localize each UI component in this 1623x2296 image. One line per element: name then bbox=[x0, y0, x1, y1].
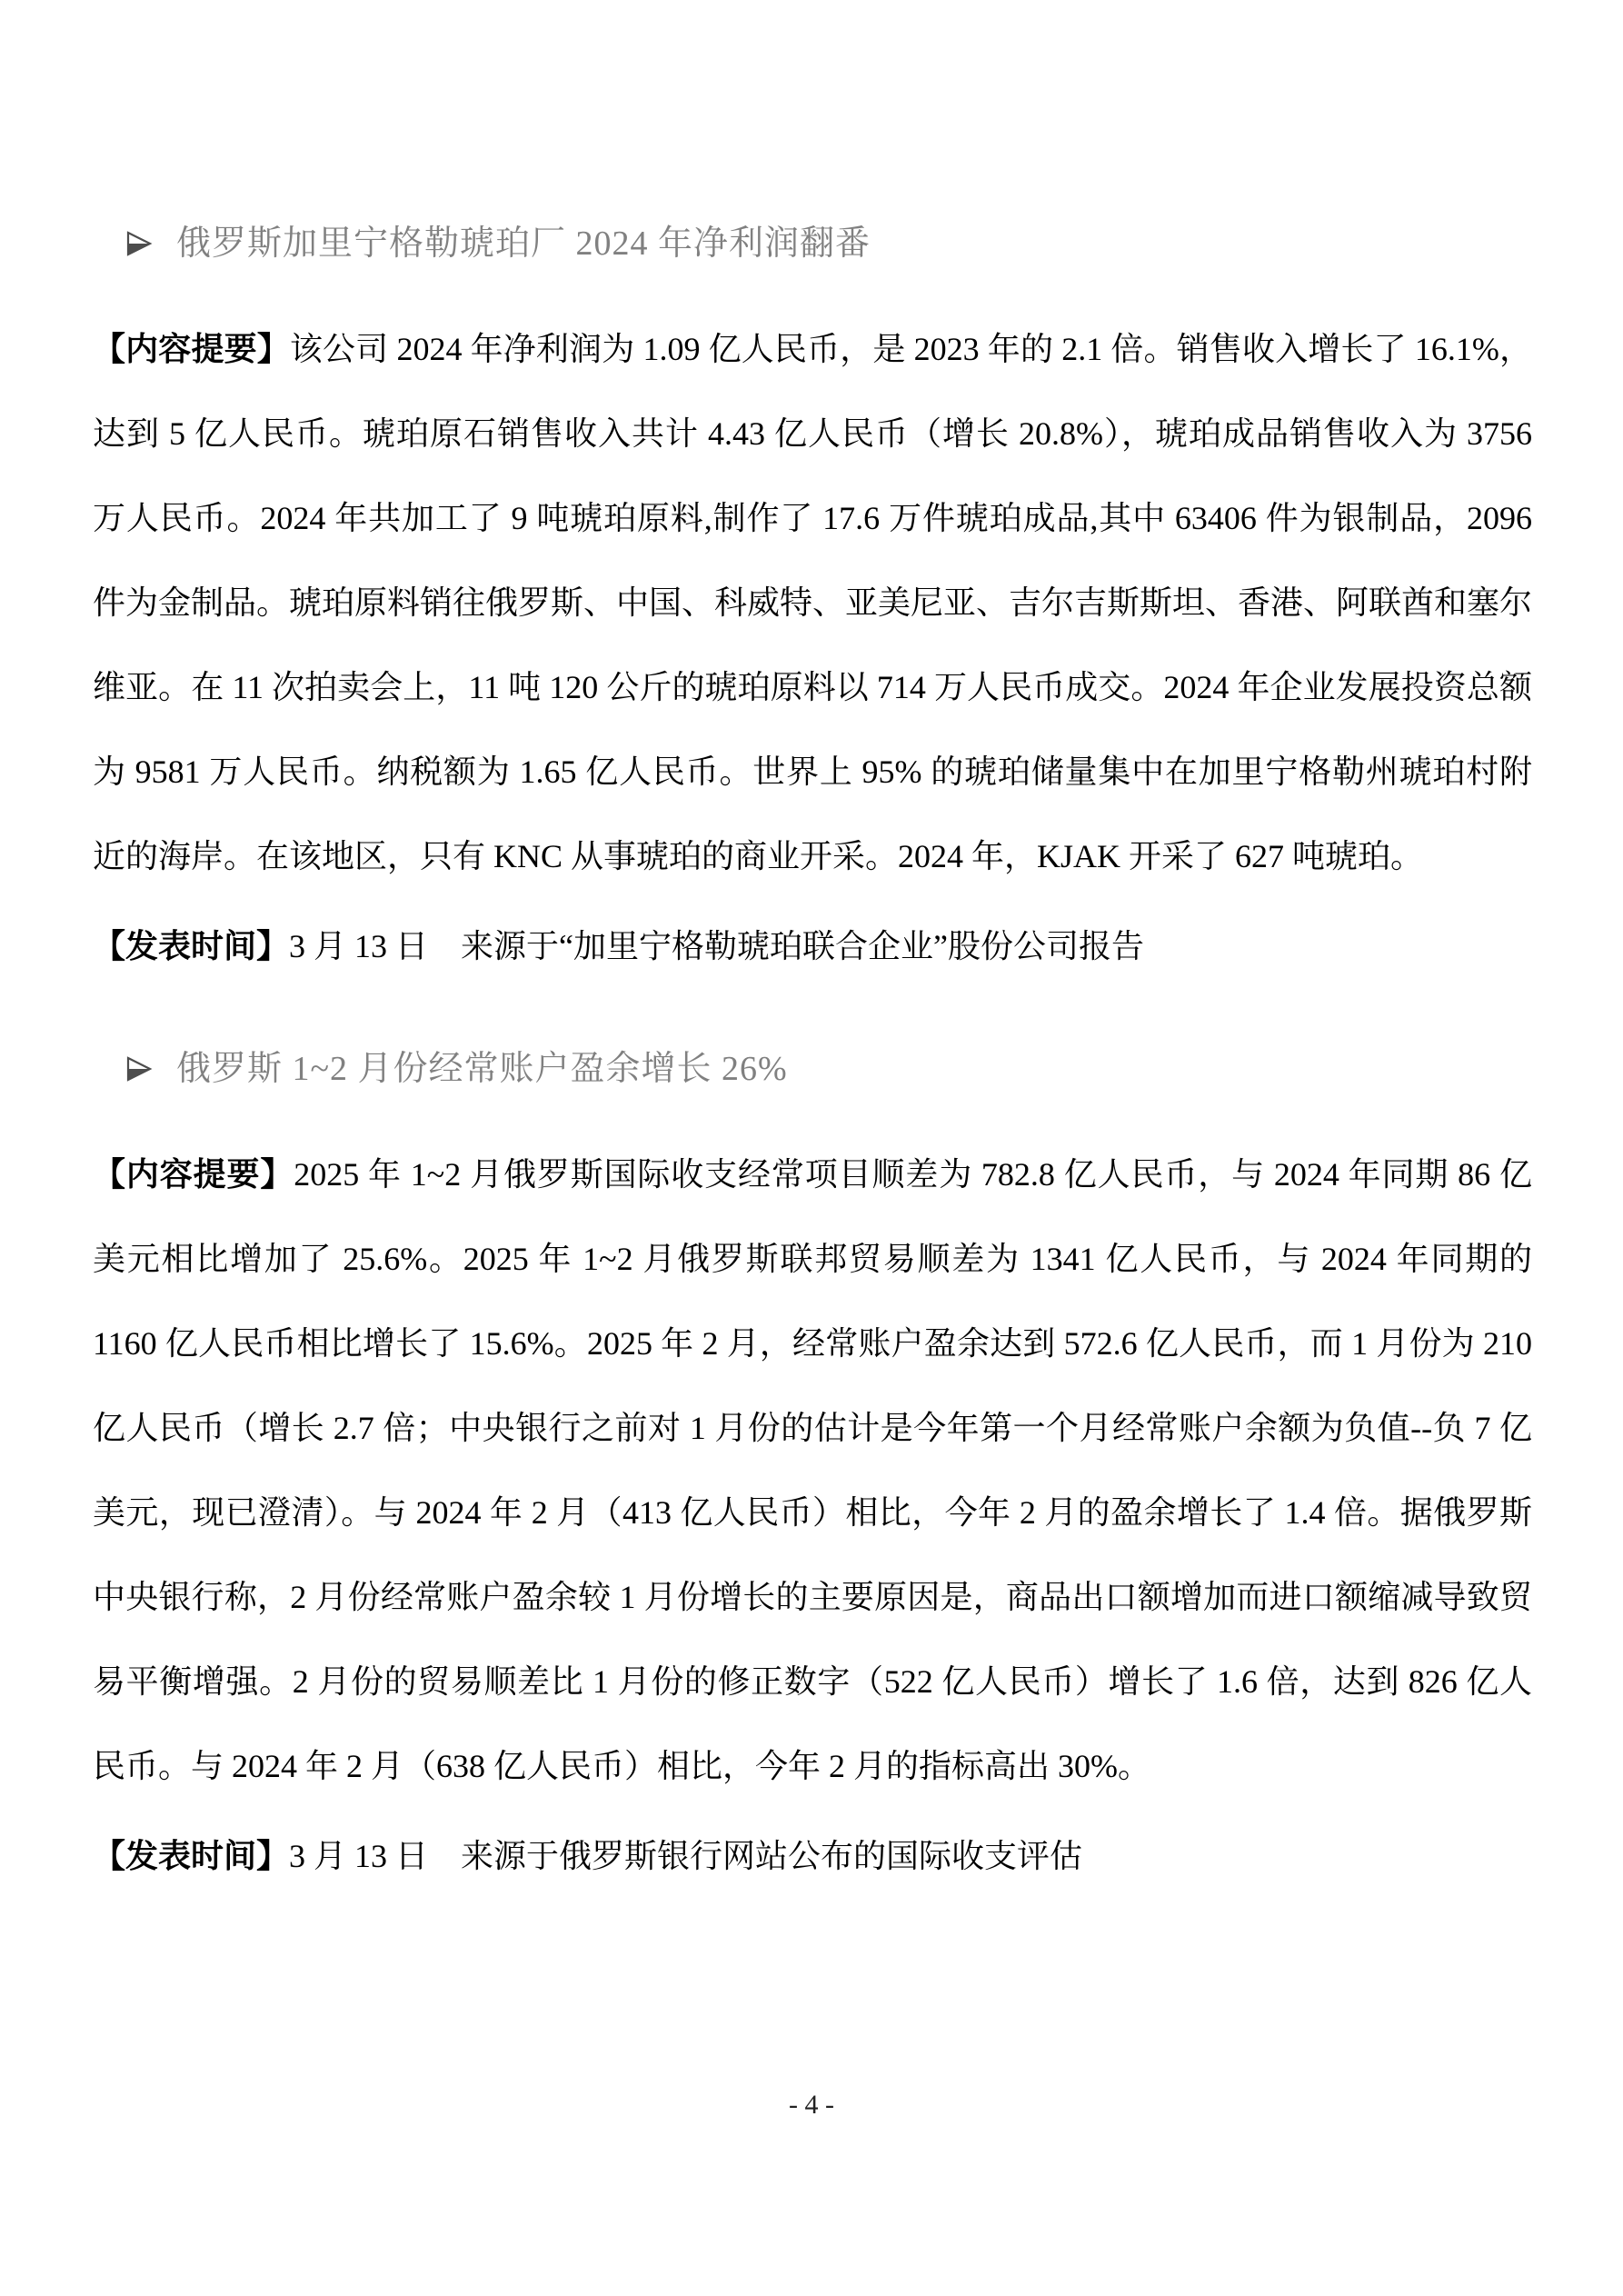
news-section-current-account bbox=[93, 1042, 1532, 1899]
news-section-amber-factory bbox=[93, 216, 1532, 989]
publish-text: 3 月 13 日 来源于俄罗斯银行网站公布的国际收支评估 bbox=[289, 1838, 1083, 1874]
publish-line bbox=[93, 904, 1532, 989]
arrowhead-bullet-icon bbox=[125, 230, 153, 257]
section-title: 俄罗斯 1~2 月份经常账户盈余增长 26% bbox=[176, 1050, 788, 1088]
publish-label: 【发表时间】 bbox=[93, 928, 290, 964]
summary-text: 该公司 2024 年净利润为 1.09 亿人民币，是 2023 年的 2.1 倍。销售收入增长了 16.1%，达到 5 亿人民币。琥珀原石销售收入共计 4.43 亿人民币（增长 20.8%），琥珀成品销售收入为 3756 万人民币。2024 年共加工了 9 吨琥珀原料,制作了 17.6 万件琥珀成品,其中 63406 件为银制品，2096 件为金制品。琥珀原料销往俄罗斯、中国、科威特、亚美尼亚、吉尔吉斯斯坦、香港、阿联酋和塞尔维亚。在 11 次拍卖会上，11 吨 120 公斤的琥珀原料以 714 万人民币成交。2024 年企业发展投资总额为 9581 万人民币。纳税额为 1.65 亿人民币。世界上 95% 的琥珀储量集中在加里宁格勒州琥珀村附近的海岸。在该地区，只有 KNC 从事琥珀的商业开采。2024 年，KJAK 开采了 627 吨琥珀。 bbox=[93, 331, 1533, 874]
publish-line bbox=[93, 1814, 1532, 1899]
publish-text: 3 月 13 日 来源于“加里宁格勒琥珀联合企业”股份公司报告 bbox=[289, 928, 1144, 964]
section-title-row bbox=[93, 1042, 1532, 1096]
summary-text: 2025 年 1~2 月俄罗斯国际收支经常项目顺差为 782.8 亿人民币，与 2024 年同期 86 亿美元相比增加了 25.6%。2025 年 1~2 月俄罗斯联邦贸易顺差为 1341 亿人民币，与 2024 年同期的 1160 亿人民币相比增长了 15.6%。2025 年 2 月，经常账户盈余达到 572.6 亿人民币，而 1 月份为 210 亿人民币（增长 2.7 倍；中央银行之前对 1 月份的估计是今年第一个月经常账户余额为负值--负 7 亿美元，现已澄清）。与 2024 年 2 月（413 亿人民币）相比，今年 2 月的盈余增长了 1.4 倍。据俄罗斯中央银行称，2 月份经常账户盈余较 1 月份增长的主要原因是，商品出口额增加而进口额缩减导致贸易平衡增强。2 月份的贸易顺差比 1 月份的修正数字（522 亿人民币）增长了 1.6 倍，达到 826 亿人民币。与 2024 年 2 月（638 亿人民币）相比，今年 2 月的指标高出 30%。 bbox=[93, 1156, 1532, 1784]
publish-label: 【发表时间】 bbox=[93, 1838, 290, 1874]
summary-paragraph bbox=[93, 307, 1532, 899]
summary-label: 【内容提要】 bbox=[93, 1156, 294, 1193]
summary-label: 【内容提要】 bbox=[93, 331, 290, 367]
section-title: 俄罗斯加里宁格勒琥珀厂 2024 年净利润翻番 bbox=[176, 225, 871, 263]
page-number: - 4 - bbox=[789, 2090, 834, 2120]
section-title-row bbox=[93, 216, 1532, 271]
summary-paragraph bbox=[93, 1133, 1532, 1809]
arrowhead-bullet-icon bbox=[125, 1055, 153, 1083]
